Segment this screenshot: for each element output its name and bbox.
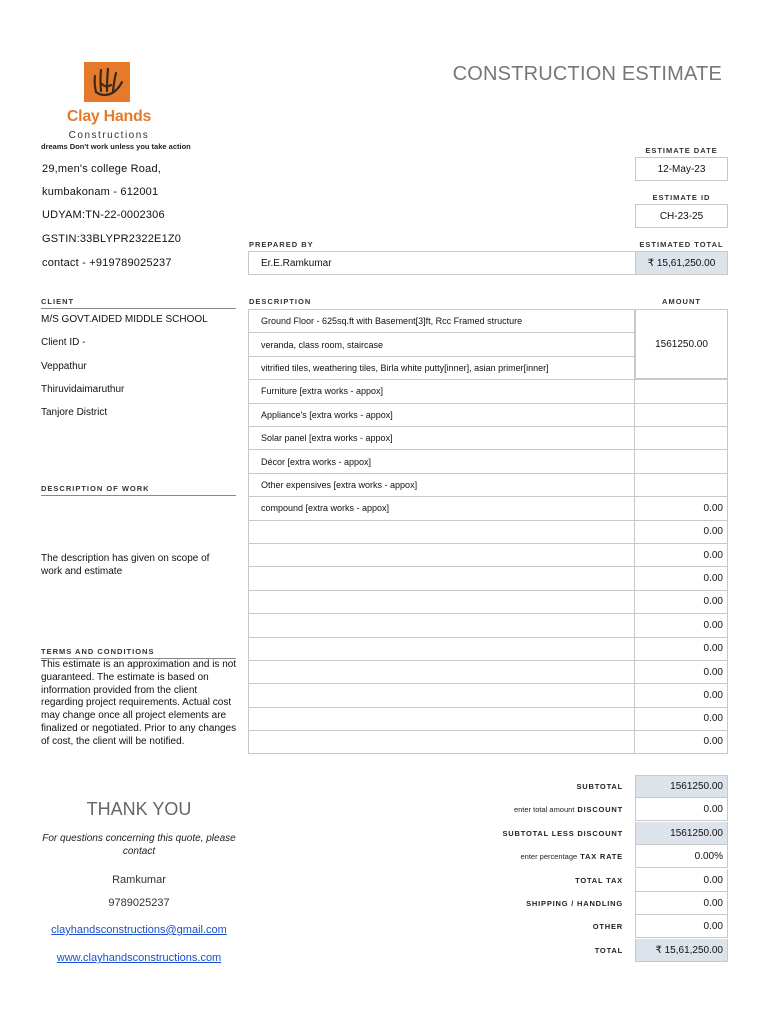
company-tagline: dreams Don't work unless you take action xyxy=(41,142,191,151)
company-subname: Constructions xyxy=(68,130,150,141)
row-description[interactable] xyxy=(248,661,635,683)
udyam-number: UDYAM:TN-22-0002306 xyxy=(42,209,165,221)
terms-text: This estimate is an approximation and is not guaranteed. The estimate is based on information provided from the client regarding project requirements. Actual cost may change once all project elements are finalized or negotiated. Prior to any changes of cost, the client will be notified. xyxy=(41,659,237,747)
contact-number: contact - +919789025237 xyxy=(42,257,172,269)
client-line: M/S GOVT.AIDED MIDDLE SCHOOL xyxy=(41,314,208,325)
row-description[interactable] xyxy=(248,567,635,589)
row-description[interactable]: vitrified tiles, weathering tiles, Birla white putty[inner], asian primer[inner] xyxy=(248,357,635,379)
estimate-id-field[interactable]: CH-23-25 xyxy=(635,204,728,228)
subtotal-label: SUBTOTAL xyxy=(576,782,623,791)
row-description[interactable] xyxy=(248,614,635,636)
table-row xyxy=(248,379,728,402)
row-amount[interactable]: 0.00 xyxy=(635,614,728,636)
table-row xyxy=(248,449,728,472)
estimate-date-field[interactable]: 12-May-23 xyxy=(635,157,728,181)
row-description[interactable] xyxy=(248,544,635,566)
row-description[interactable]: compound [extra works - appox] xyxy=(248,497,635,519)
row-description[interactable]: Ground Floor - 625sq.ft with Basement[3]ft, Rcc Framed structure xyxy=(248,310,635,332)
address-line-2: kumbakonam - 612001 xyxy=(42,186,159,198)
subtotal-less-discount-value: 1561250.00 xyxy=(635,822,728,845)
description-of-work-text: The description has given on scope of work and estimate xyxy=(41,553,210,577)
row-amount[interactable]: 0.00 xyxy=(635,567,728,589)
contact-name: Ramkumar xyxy=(112,874,166,886)
row-amount[interactable]: 0.00 xyxy=(635,731,728,752)
contact-email-wrap xyxy=(41,920,237,938)
merged-amount-cell[interactable]: 1561250.00 xyxy=(635,309,728,379)
discount-field[interactable]: 0.00 xyxy=(635,798,728,821)
contact-phone: 9789025237 xyxy=(108,897,170,909)
row-amount[interactable]: 0.00 xyxy=(635,521,728,543)
thank-you-heading: THANK YOU xyxy=(86,799,192,819)
amount-header: AMOUNT xyxy=(662,297,701,306)
total-label: TOTAL xyxy=(594,946,623,955)
row-amount[interactable] xyxy=(635,427,728,449)
row-description[interactable]: Furniture [extra works - appox] xyxy=(248,380,635,402)
table-row xyxy=(248,730,728,753)
client-line: Tanjore District xyxy=(41,407,108,418)
company-name: Clay Hands xyxy=(66,108,152,125)
client-line: Veppathur xyxy=(41,361,87,372)
table-row xyxy=(248,520,728,543)
table-row xyxy=(248,566,728,589)
table-row xyxy=(248,543,728,566)
table-row xyxy=(248,707,728,730)
company-logo xyxy=(84,62,130,102)
estimated-total-label: ESTIMATED TOTAL xyxy=(639,240,724,249)
total-tax-value: 0.00 xyxy=(635,869,728,892)
website-link[interactable]: www.clayhandsconstructions.com xyxy=(56,952,222,964)
row-amount[interactable]: 0.00 xyxy=(635,497,728,519)
client-line: Client ID - xyxy=(41,337,86,348)
document-title: CONSTRUCTION ESTIMATE xyxy=(452,63,722,85)
row-amount[interactable]: 0.00 xyxy=(635,661,728,683)
row-description[interactable] xyxy=(248,591,635,613)
row-description[interactable]: veranda, class room, staircase xyxy=(248,333,635,355)
website-wrap xyxy=(41,948,237,966)
table-row xyxy=(248,426,728,449)
row-amount[interactable] xyxy=(635,404,728,426)
row-amount[interactable]: 0.00 xyxy=(635,708,728,730)
client-line: Thiruvidaimaruthur xyxy=(41,384,125,395)
row-description[interactable] xyxy=(248,731,635,752)
row-description[interactable]: Solar panel [extra works - appox] xyxy=(248,427,635,449)
row-description[interactable]: Appliance's [extra works - appox] xyxy=(248,404,635,426)
row-description[interactable] xyxy=(248,521,635,543)
row-description[interactable]: Other expensives [extra works - appox] xyxy=(248,474,635,496)
table-row xyxy=(248,496,728,519)
estimate-id-label: ESTIMATE ID xyxy=(652,193,711,202)
row-description[interactable] xyxy=(248,708,635,730)
table-row xyxy=(248,660,728,683)
row-description[interactable] xyxy=(248,684,635,706)
shipping-label: SHIPPING / HANDLING xyxy=(526,899,623,908)
table-row xyxy=(248,473,728,496)
table-row xyxy=(248,403,728,426)
table-row xyxy=(248,590,728,613)
row-amount[interactable] xyxy=(635,474,728,496)
gstin-number: GSTIN:33BLYPR2322E1Z0 xyxy=(42,233,182,245)
subtotal-value: 1561250.00 xyxy=(635,775,728,798)
shipping-field[interactable]: 0.00 xyxy=(635,892,728,915)
other-label: OTHER xyxy=(592,922,623,931)
terms-label: TERMS AND CONDITIONS xyxy=(41,647,236,659)
address-line-1: 29,men's college Road, xyxy=(42,163,162,175)
other-field[interactable]: 0.00 xyxy=(635,915,728,938)
client-label: CLIENT xyxy=(41,297,236,309)
prepared-by-label: PREPARED BY xyxy=(249,240,314,249)
total-tax-label: TOTAL TAX xyxy=(575,876,623,885)
tax-rate-label: enter percentage TAX RATE xyxy=(520,852,623,861)
total-value: ₹ 15,61,250.00 xyxy=(635,939,728,962)
estimated-total-field: ₹ 15,61,250.00 xyxy=(635,251,728,275)
row-description[interactable] xyxy=(248,638,635,660)
description-header: DESCRIPTION xyxy=(249,297,312,306)
description-of-work-label: DESCRIPTION OF WORK xyxy=(41,484,236,496)
row-amount[interactable] xyxy=(635,380,728,402)
row-amount[interactable]: 0.00 xyxy=(635,638,728,660)
table-row xyxy=(248,683,728,706)
discount-label: enter total amount DISCOUNT xyxy=(513,805,623,814)
table-row xyxy=(248,637,728,660)
row-description[interactable]: Décor [extra works - appox] xyxy=(248,450,635,472)
hand-icon xyxy=(84,62,130,102)
prepared-by-field[interactable]: Er.E.Ramkumar xyxy=(248,251,635,275)
row-amount[interactable]: 0.00 xyxy=(635,684,728,706)
row-amount[interactable]: 0.00 xyxy=(635,591,728,613)
row-amount[interactable] xyxy=(635,450,728,472)
table-row xyxy=(248,613,728,636)
estimate-date-label: ESTIMATE DATE xyxy=(645,146,718,155)
tax-rate-field[interactable]: 0.00% xyxy=(635,845,728,868)
row-amount[interactable]: 0.00 xyxy=(635,544,728,566)
subtotal-less-discount-label: SUBTOTAL LESS DISCOUNT xyxy=(502,829,623,838)
contact-question: For questions concerning this quote, please contact xyxy=(42,833,236,857)
contact-email-link[interactable]: clayhandsconstructions@gmail.com xyxy=(51,924,227,936)
